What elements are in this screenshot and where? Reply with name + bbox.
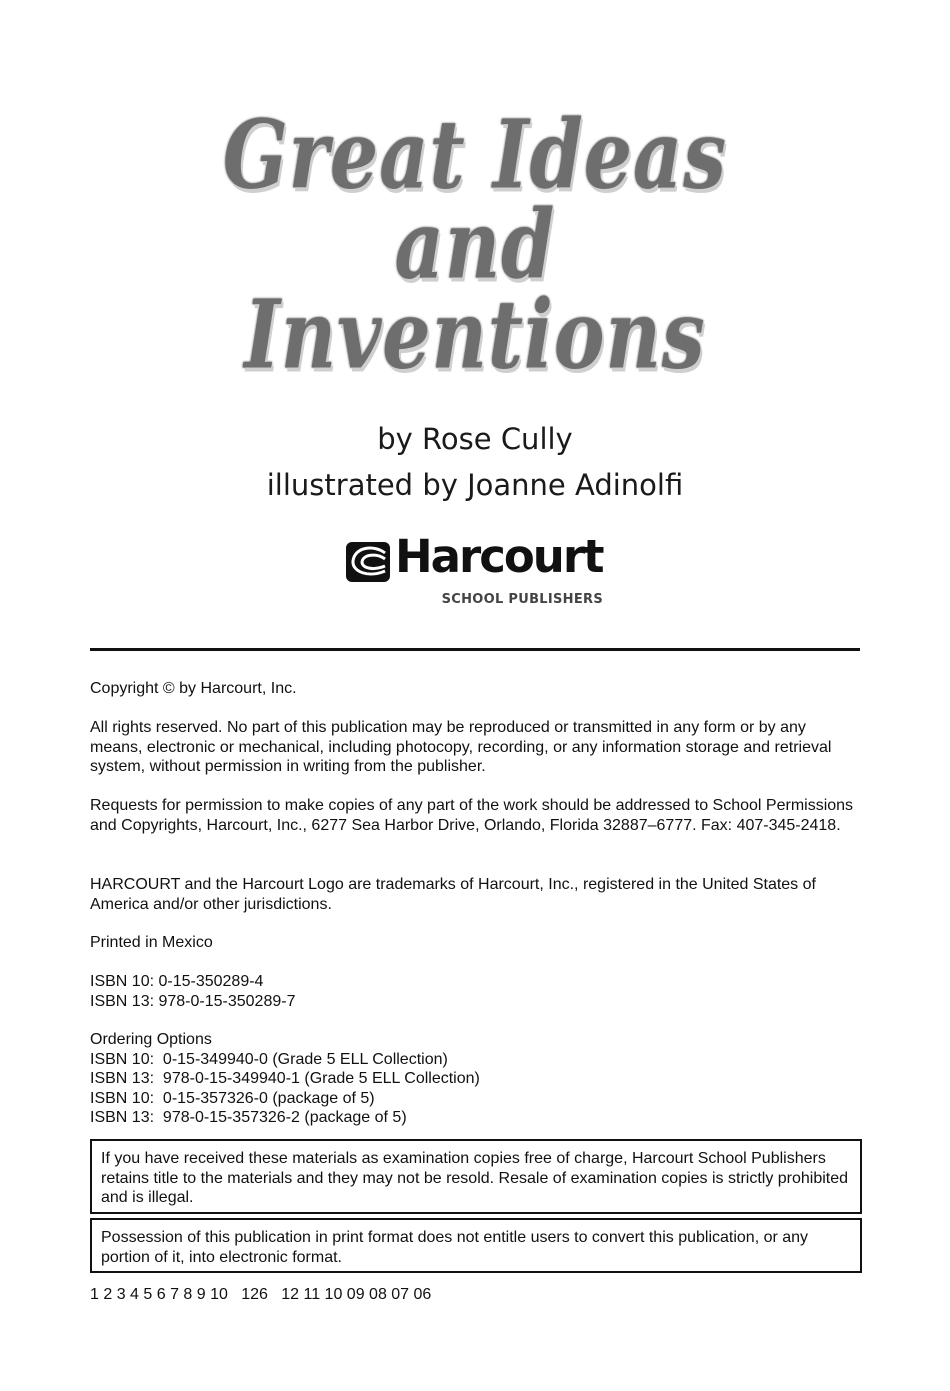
isbn-block [90,972,860,1011]
printing-line: 1 2 3 4 5 6 7 8 9 10 126 12 11 10 09 08 07 06 [90,1286,432,1303]
logo-division: SCHOOL PUBLISHERS [441,592,603,607]
title-line-3: Inventions [244,278,706,390]
ordering-options [90,1030,860,1128]
ordering-option: ISBN 10: 0-15-349940-0 (Grade 5 ELL Collection) [90,1050,448,1068]
rights-paragraph [90,718,860,777]
ordering-option: ISBN 10: 0-15-357326-0 (package of 5) [90,1089,375,1107]
trademark-text: HARCOURT and the Harcourt Logo are trademarks of Harcourt, Inc., registered in the United States of America and/or other jurisdictions. [90,876,816,913]
ordering-heading: Ordering Options [90,1031,212,1048]
possession-notice-text: Possession of this publication in print format does not entitle users to convert this publication, or any portion of it, into electronic format. [101,1229,809,1266]
isbn-10: ISBN 10: 0-15-350289-4 [90,973,264,990]
isbn-13: ISBN 13: 978-0-15-350289-7 [90,992,296,1010]
harcourt-logo [345,530,607,614]
title-line-2: and [394,188,556,300]
section-divider [90,648,860,651]
harcourt-swirl-icon [345,541,391,583]
electronic-format-notice [90,1218,862,1273]
printed-text: Printed in Mexico [90,934,213,951]
trademark-paragraph [90,875,860,914]
examination-copy-notice [90,1139,862,1214]
illustrator-credit: illustrated by Joanne Adinolfi [266,468,684,502]
author-credit: by Rose Cully [377,422,573,456]
examination-notice-text: If you have received these materials as examination copies free of charge, Harcourt School Publishers retains title to the materials and they may not be resold. Resale of examination copies is strictly prohibited and is illegal. [101,1150,849,1207]
ordering-option: ISBN 13: 978-0-15-349940-1 (Grade 5 ELL Collection) [90,1070,480,1088]
ordering-option: ISBN 13: 978-0-15-357326-2 (package of 5) [90,1109,407,1127]
permissions-text: Requests for permission to make copies of any part of the work should be addressed to School Permissions and Copyrights, Harcourt, Inc., 6277 Sea Harbor Drive, Orlando, Florida 32887–6777. Fax: 407-345-2418. [90,797,854,834]
printed-location [90,933,860,953]
permissions-paragraph [90,796,860,835]
rights-text: All rights reserved. No part of this publication may be reproduced or transmitted in any form or by any means, electronic or mechanical, including photocopy, recording, or any information storage and retrieval system, without permission in writing from the publisher. [90,719,832,776]
title-line-1: Great Ideas [222,98,728,210]
copyright-notice [90,679,860,699]
logo-wordmark: Harcourt [395,530,603,583]
copyright-text: Copyright © by Harcourt, Inc. [90,680,297,697]
book-title [0,95,950,390]
